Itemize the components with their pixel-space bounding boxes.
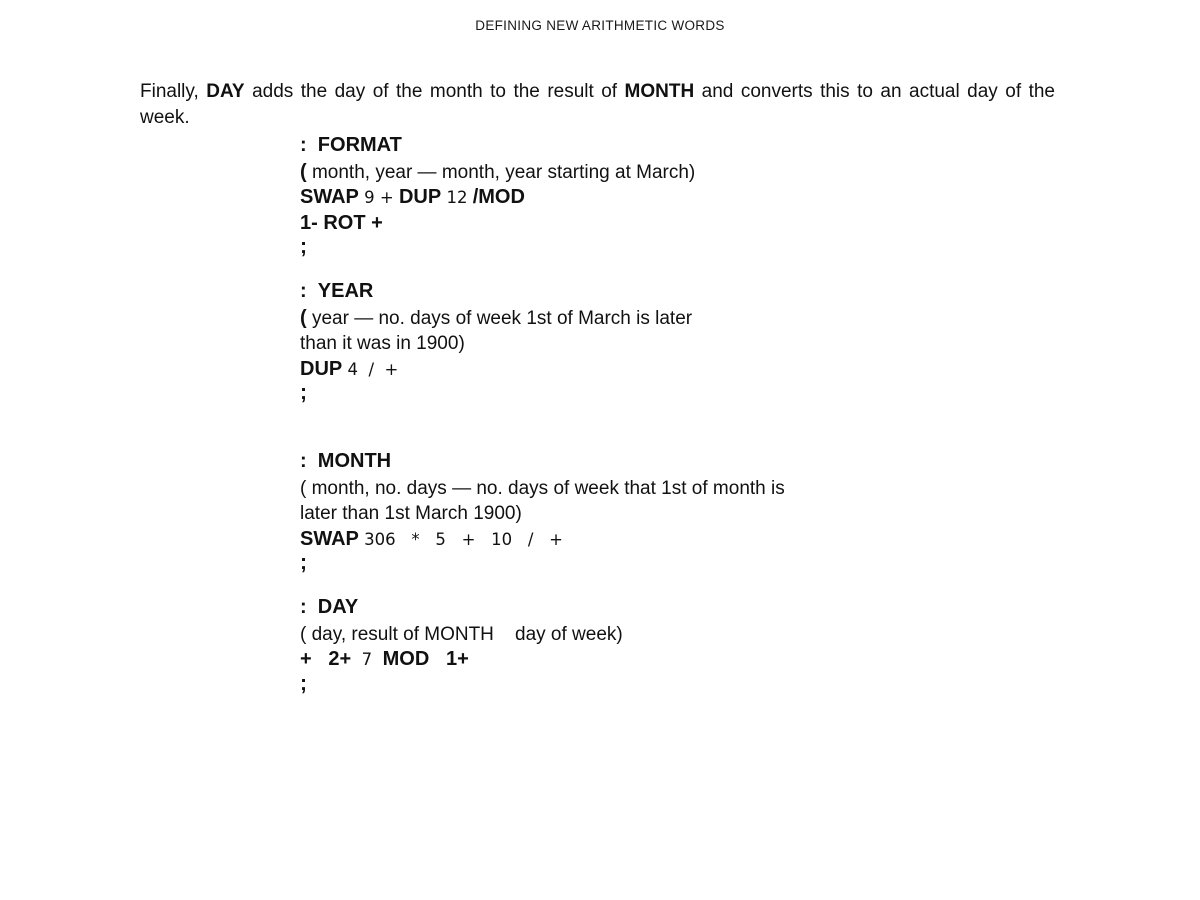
paren-open: ( [300,623,307,645]
definition-header [300,133,1080,159]
definition-terminator: ; [300,381,307,404]
word-name: MONTH [317,450,392,472]
numeric-token-1: 4 / + [342,359,399,379]
paren-open: ( [300,306,307,329]
stack-comment [300,622,1080,648]
intro-text-part2: adds the day of the month to the result of [244,81,625,102]
definition-body-line-1 [300,185,1080,211]
definition-body-line-1 [300,357,1080,383]
word-slashmod: /MOD [472,186,525,208]
word-swap: SWAP [300,527,359,550]
paren-open: ( [300,477,307,499]
word-rot-line: 1- ROT + [300,211,383,234]
stack-comment [300,476,1080,502]
definition-body-line-2 [300,211,1080,237]
word-dup: DUP [300,357,343,380]
stack-comment-text: day, result of MONTH day of week) [306,623,623,645]
definition-header [300,595,1080,621]
stack-comment-continued: later than 1st March 1900) [300,503,522,524]
intro-bold-day: DAY [206,81,245,102]
definition-format [300,133,1080,258]
code-listing [300,133,1080,716]
definition-year [300,279,1080,404]
word-dup: DUP [398,186,442,208]
colon-token: : [300,596,307,618]
definition-body-line-1 [300,527,1080,553]
numeric-token-2: 12 [441,188,473,207]
word-1plus: 1+ [429,648,469,670]
stack-comment-continued: than it was in 1900) [300,333,465,354]
colon-token: : [300,134,307,156]
stack-comment [300,306,1080,332]
running-head: DEFINING NEW ARITHMETIC WORDS [475,18,725,33]
definition-header [300,449,1080,475]
definition-month [300,449,1080,574]
colon-token: : [300,280,307,302]
numeric-token-1: 7 [351,650,383,669]
intro-text-part3: and converts this to an actual day of the week. [140,81,1055,128]
paren-open: ( [300,160,307,183]
definition-header [300,279,1080,305]
word-name: YEAR [317,280,374,302]
definition-day [300,595,1080,695]
numeric-token-1: 306 * 5 + 10 / + [358,529,564,549]
numeric-token-1: 9 + [358,188,399,207]
colon-token: : [300,450,307,472]
word-mod: MOD [382,648,430,670]
word-name: DAY [317,596,359,618]
stack-comment [300,160,1080,186]
definition-body-line-1 [300,647,1080,673]
definition-terminator: ; [300,671,307,695]
definition-terminator: ; [300,235,307,258]
stack-comment-text: month, no. days — no. days of week that 1st of month is [306,477,785,499]
word-name: FORMAT [317,134,402,156]
word-plus-2plus: + 2+ [300,648,352,670]
intro-bold-month: MONTH [624,81,695,102]
word-swap: SWAP [300,186,359,208]
stack-comment-text: year — no. days of week 1st of March is later [306,307,693,329]
stack-comment-text: month, year — month, year starting at March) [306,161,696,183]
intro-text-part1: Finally, [140,81,207,102]
intro-paragraph [140,79,1055,131]
definition-terminator: ; [300,551,307,574]
